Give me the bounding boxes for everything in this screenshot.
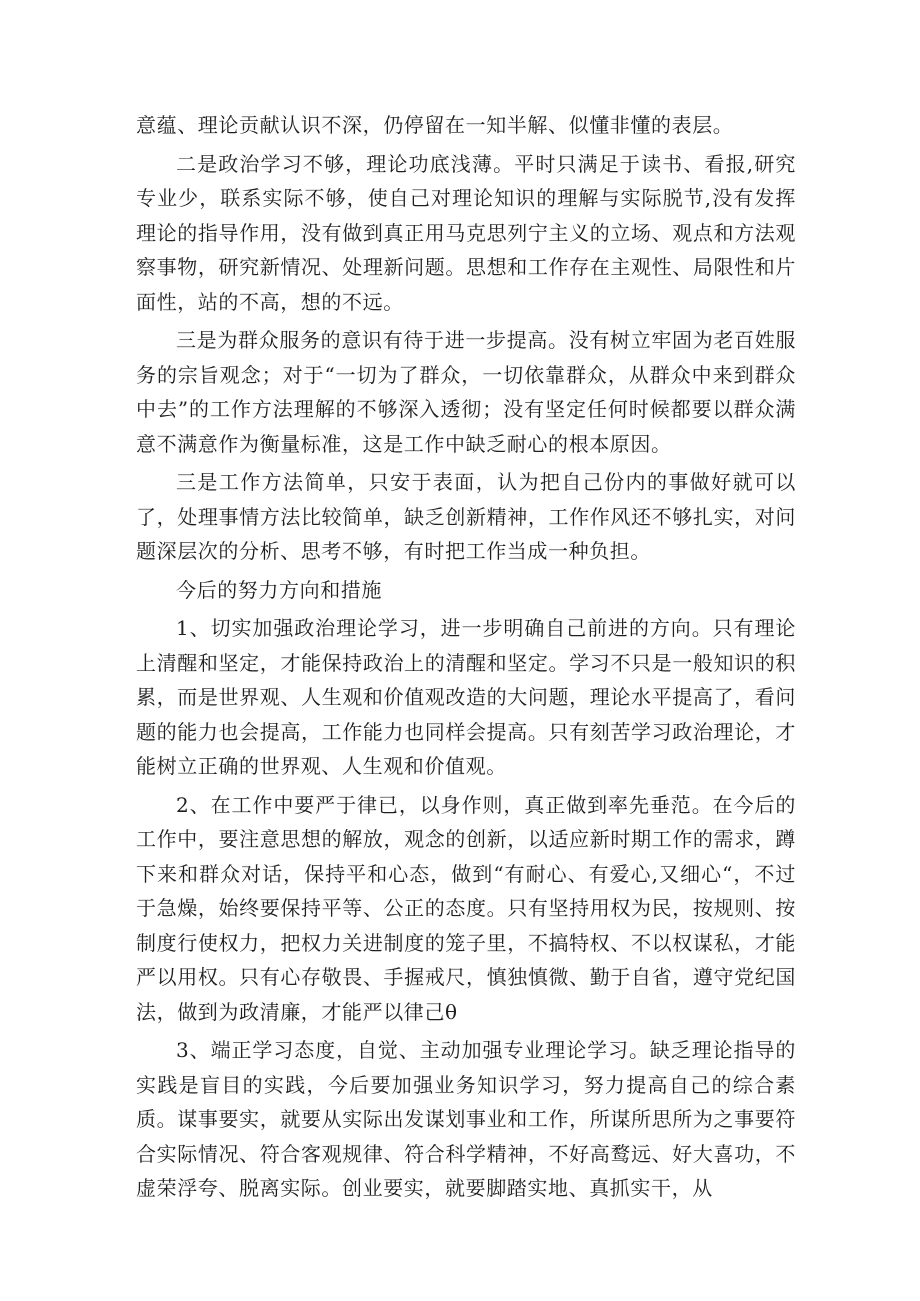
paragraph-4: 三是工作方法简单，只安于表面，认为把自己份内的事做好就可以了，处理事情方法比较简单，缺乏创新精神，工作作风还不够扎实，对问题深层次的分析、思考不够，有时把工作当成一种负担。 bbox=[136, 470, 796, 563]
paragraph-3: 三是为群众服务的意识有待于进一步提高。没有树立牢固为老百姓服务的宗旨观念；对于“一切为了群众，一切依靠群众，从群众中来到群众中去”的工作方法理解的不够深入透彻；没有坚定任何时候都要以群众满意不满意作为衡量标准，这是工作中缺乏耐心的根本原因。 bbox=[136, 328, 796, 456]
paragraph-1: 意蕴、理论贡献认识不深，仍停留在一知半解、似懂非懂的表层。 bbox=[136, 113, 734, 137]
section-heading: 今后的努力方向和措施 bbox=[176, 577, 382, 602]
paragraph-2: 二是政治学习不够，理论功底浅薄。平时只满足于读书、看报,研究专业少，联系实际不够，使自己对理论知识的理解与实际脱节,没有发挥理论的指导作用，没有做到真正用马克思列宁主义的立场、观点和方法观察事物，研究新情况、处理新问题。思想和工作存在主观性、局限性和片面性，站的不高，想的不远。 bbox=[136, 151, 796, 314]
document-body bbox=[136, 108, 796, 1210]
paragraph-6: 2、在工作中要严于律已，以身作则，真正做到率先垂范。在今后的工作中，要注意思想的解放，观念的创新，以适应新时期工作的需求，蹲下来和群众对话，保持平和心态，做到“有耐心、有爱心,又细心“，不过于急燥，始终要保持平等、公正的态度。只有坚持用权为民，按规则、按制度行使权力，把权力关进制度的笼子里，不搞特权、不以权谋私，才能严以用权。只有心存敬畏、手握戒尺，慎独慎微、勤于自省，遵守党纪国法，做到为政清廉，才能严以律己θ bbox=[136, 792, 796, 1024]
paragraph-7: 3、端正学习态度，自觉、主动加强专业理论学习。缺乏理论指导的实践是盲目的实践，今后要加强业务知识学习，努力提高自己的综合素质。谋事要实，就要从实际出发谋划事业和工作，所谋所思所为之事要符合实际情况、符合客观规律、符合科学精神，不好高鹜远、好大喜功，不虚荣浮夸、脱离实际。创业要实，就要脚踏实地、真抓实干，从 bbox=[136, 1038, 796, 1200]
paragraph-5: 1、切实加强政治理论学习，进一步明确自己前进的方向。只有理论上清醒和坚定，才能保持政治上的清醒和坚定。学习不只是一般知识的积累，而是世界观、人生观和价值观改造的大问题，理论水平提高了，看问题的能力也会提高，工作能力也同样会提高。只有刻苦学习政治理论，才能树立正确的世界观、人生观和价值观。 bbox=[136, 616, 796, 778]
